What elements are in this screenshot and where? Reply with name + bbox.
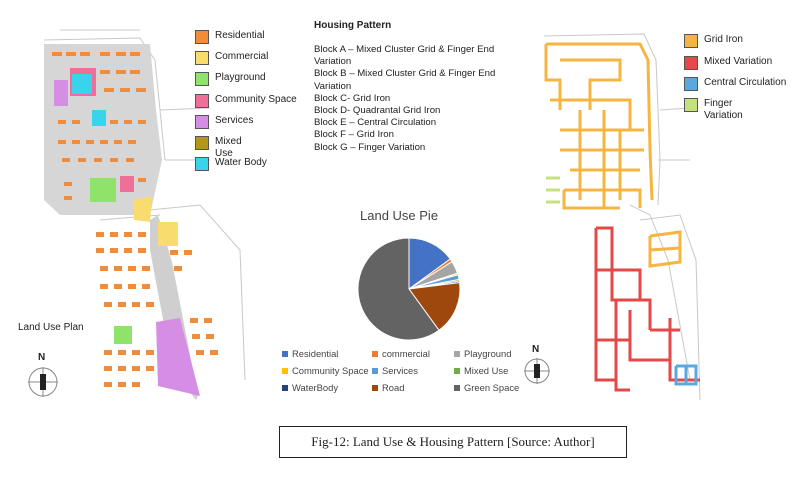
pie-legend-item — [454, 382, 520, 393]
pie-legend-item — [372, 348, 458, 359]
pie-legend-marker — [282, 385, 288, 391]
housing-pattern-title: Housing Pattern — [314, 20, 392, 31]
legend-swatch — [195, 115, 209, 129]
legend-label: Finger Variation — [704, 98, 743, 121]
land-use-legend-item — [195, 30, 264, 44]
legend-label: Mixed Variation — [704, 56, 773, 67]
playground-north — [90, 178, 116, 202]
commercial-block — [158, 222, 178, 246]
legend-label: Residential — [215, 30, 265, 41]
housing-pattern-line: Block B – Mixed Cluster Grid & Finger End Variation — [314, 68, 496, 92]
legend-swatch — [195, 72, 209, 86]
pie-legend-item — [282, 382, 368, 393]
services-zone-south — [156, 318, 200, 396]
community-space-south — [120, 176, 134, 192]
legend-swatch — [195, 51, 209, 65]
pie-legend-item — [372, 382, 458, 393]
pie-legend-marker — [454, 385, 460, 391]
legend-label: Community Space — [215, 94, 297, 105]
legend-swatch — [195, 30, 209, 44]
north-label: N — [38, 352, 46, 363]
housing-legend-item — [684, 56, 772, 70]
pie-legend-marker — [454, 351, 460, 357]
services-zone-north — [54, 80, 68, 106]
legend-label: Central Circulation — [704, 77, 787, 88]
legend-label: Playground — [215, 72, 266, 83]
finger-variation-network — [546, 178, 560, 202]
pie-legend-item — [282, 348, 368, 359]
land-use-legend-item — [195, 94, 297, 108]
housing-legend-item — [684, 77, 786, 91]
legend-label: Services — [215, 115, 254, 126]
land-use-legend-item — [195, 157, 267, 171]
legend-swatch — [684, 98, 698, 112]
north-arrow-icon — [26, 365, 60, 399]
pie-legend-label: Green Space — [464, 382, 520, 393]
legend-swatch — [684, 77, 698, 91]
pie-legend-marker — [282, 351, 288, 357]
land-use-legend-item — [195, 51, 268, 65]
legend-swatch — [684, 56, 698, 70]
water-body-pond — [92, 110, 106, 126]
land-use-legend-item — [195, 115, 253, 129]
pie-legend-label: Road — [382, 382, 405, 393]
legend-swatch — [684, 34, 698, 48]
housing-pattern-line: Block A – Mixed Cluster Grid & Finger End Variation — [314, 44, 495, 68]
land-use-legend-item — [195, 72, 266, 86]
pie-legend-label: Residential — [292, 348, 339, 359]
pie-legend-marker — [372, 368, 378, 374]
legend-swatch — [195, 136, 209, 150]
housing-pattern-line: Block D- Quadrantal Grid Iron — [314, 105, 441, 117]
pie-legend-item — [454, 365, 510, 376]
pie-legend-marker — [372, 351, 378, 357]
playground-south — [114, 326, 132, 344]
pie-legend-item — [282, 365, 368, 376]
pie-legend-label: Playground — [464, 348, 512, 359]
pie-legend-label: Services — [382, 365, 418, 376]
pie-legend-label: WaterBody — [292, 382, 339, 393]
commercial-zone — [134, 196, 152, 222]
water-body-north — [72, 74, 92, 94]
housing-pattern-list — [314, 44, 504, 154]
legend-swatch — [195, 94, 209, 108]
land-use-plan-label: Land Use Plan — [18, 322, 84, 333]
legend-label: Water Body — [215, 157, 267, 168]
housing-pattern-line: Block F – Grid Iron — [314, 129, 394, 141]
legend-swatch — [195, 157, 209, 171]
legend-label: Grid Iron — [704, 34, 743, 45]
land-use-pie-chart — [356, 236, 462, 342]
pie-legend-item — [454, 348, 510, 359]
housing-pattern-line: Block E – Central Circulation — [314, 117, 437, 129]
pie-legend-marker — [372, 385, 378, 391]
pie-title: Land Use Pie — [360, 208, 439, 223]
pie-legend-marker — [282, 368, 288, 374]
pie-legend-label: Community Space — [292, 365, 369, 376]
pie-legend-label: Mixed Use — [464, 365, 509, 376]
housing-pattern-line: Block C- Grid Iron — [314, 92, 391, 104]
housing-pattern-line: Block G – Finger Variation — [314, 141, 426, 153]
pie-legend-label: commercial — [382, 348, 430, 359]
figure-caption: Fig-12: Land Use & Housing Pattern [Source: Author] — [279, 426, 627, 458]
legend-label: Commercial — [215, 51, 269, 62]
legend-label: Mixed Use — [215, 136, 242, 159]
pie-legend-item — [372, 365, 458, 376]
north-arrow-right-icon — [522, 356, 552, 386]
north-label-right: N — [532, 344, 540, 355]
housing-legend-item — [684, 98, 748, 122]
housing-legend-item — [684, 34, 743, 48]
pie-legend-marker — [454, 368, 460, 374]
